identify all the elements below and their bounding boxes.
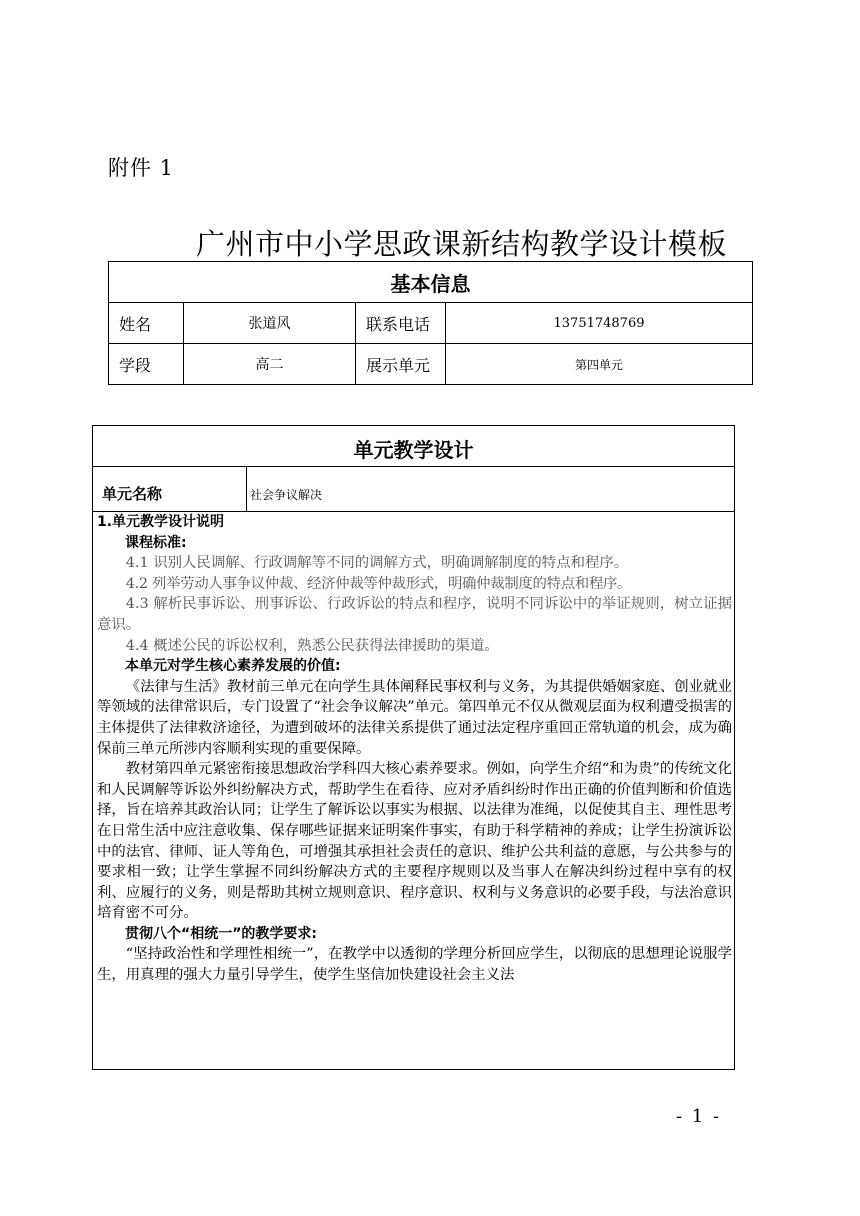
basic-info-header: 基本信息 — [109, 262, 753, 303]
value-label: 本单元对学生核心素养发展的价值: — [125, 658, 341, 675]
unit-name-value: 社会争议解决 — [250, 488, 323, 502]
stage-value: 高二 — [184, 344, 356, 385]
page-number: - 1 - — [676, 1106, 722, 1127]
name-label: 姓名 — [109, 303, 184, 344]
stage-label: 学段 — [109, 344, 184, 385]
document-title: 广州市中小学思政课新结构教学设计模板 — [196, 227, 728, 261]
unity-paragraph: “坚持政治性和学理性相统一”，在教学中以透彻的学理分析回应学生，以彻底的思想理论说服学生，用真理的强大力量引导学生，使学生坚信加快建设社会主义法 — [97, 946, 732, 984]
name-value: 张道风 — [184, 303, 356, 344]
standard-item: 4.2 列举劳动人事争议仲裁、经济仲裁等仲裁形式，明确仲裁制度的特点和程序。 — [125, 575, 632, 592]
section-title: 1.单元教学设计说明 — [97, 514, 225, 530]
unity-label: 贯彻八个“相统一”的教学要求: — [125, 925, 318, 942]
attachment-label: 附件 1 — [108, 156, 175, 180]
curriculum-label: 课程标准: — [125, 534, 187, 551]
value-paragraph: 教材第四单元紧密衔接思想政治学科四大核心素养要求。例如，向学生介绍“和为贵”的传统文化和人民调解等诉讼外纠纷解决方式，帮助学生在看待、应对矛盾纠纷时作出正确的价值判断和价值选择，旨在培养其政治认同；让学生了解诉讼以事实为根据、以法律为准绳，以促使其自主、理性思考在日常生活中应注意收集、保存哪些证据来证明案件事实，有助于科学精神的养成；让学生扮演诉讼中的法官、律师、证人等角色，可增强其承担社会责任的意识、维护公共利益的意愿，与公共参与的要求相一致；让学生掌握不同纠纷解决方式的主要程序规则以及当事人在解决纠纷过程中享有的权利、应履行的义务，则是帮助其树立规则意识、程序意识、权利与义务意识的必要手段，与法治意识培育密不可分。 — [97, 761, 732, 922]
phone-label: 联系电话 — [356, 303, 446, 344]
unit-name-label: 单元名称 — [93, 467, 247, 511]
unit-design-header: 单元教学设计 — [93, 426, 734, 467]
standard-item: 4.4 概述公民的诉讼权利，熟悉公民获得法律援助的渠道。 — [125, 637, 499, 654]
value-paragraph: 《法律与生活》教材前三单元在向学生具体阐释民事权利与义务，为其提供婚姻家庭、创业就业等领域的法律常识后，专门设置了“社会争议解决”单元。第四单元不仅从微观层面为权利遭受损害的主体提供了法律救济途径，为遭到破坏的法律关系提供了通过法定程序重回正常轨道的机会，成为确保前三单元所涉内容顺利实现的重要保障。 — [97, 678, 732, 757]
unit-design-content — [93, 512, 734, 986]
phone-value: 13751748769 — [446, 303, 753, 344]
unit-name-row — [93, 467, 734, 512]
unit-label: 展示单元 — [356, 344, 446, 385]
unit-design-table — [92, 425, 735, 1070]
unit-value: 第四单元 — [446, 344, 753, 385]
basic-info-table — [108, 261, 753, 385]
standard-item: 4.1 识别人民调解、行政调解等不同的调解方式，明确调解制度的特点和程序。 — [125, 555, 629, 572]
standard-item: 4.3 解析民事诉讼、刑事诉讼、行政诉讼的特点和程序，说明不同诉讼中的举证规则，树立证据意识。 — [97, 596, 732, 633]
